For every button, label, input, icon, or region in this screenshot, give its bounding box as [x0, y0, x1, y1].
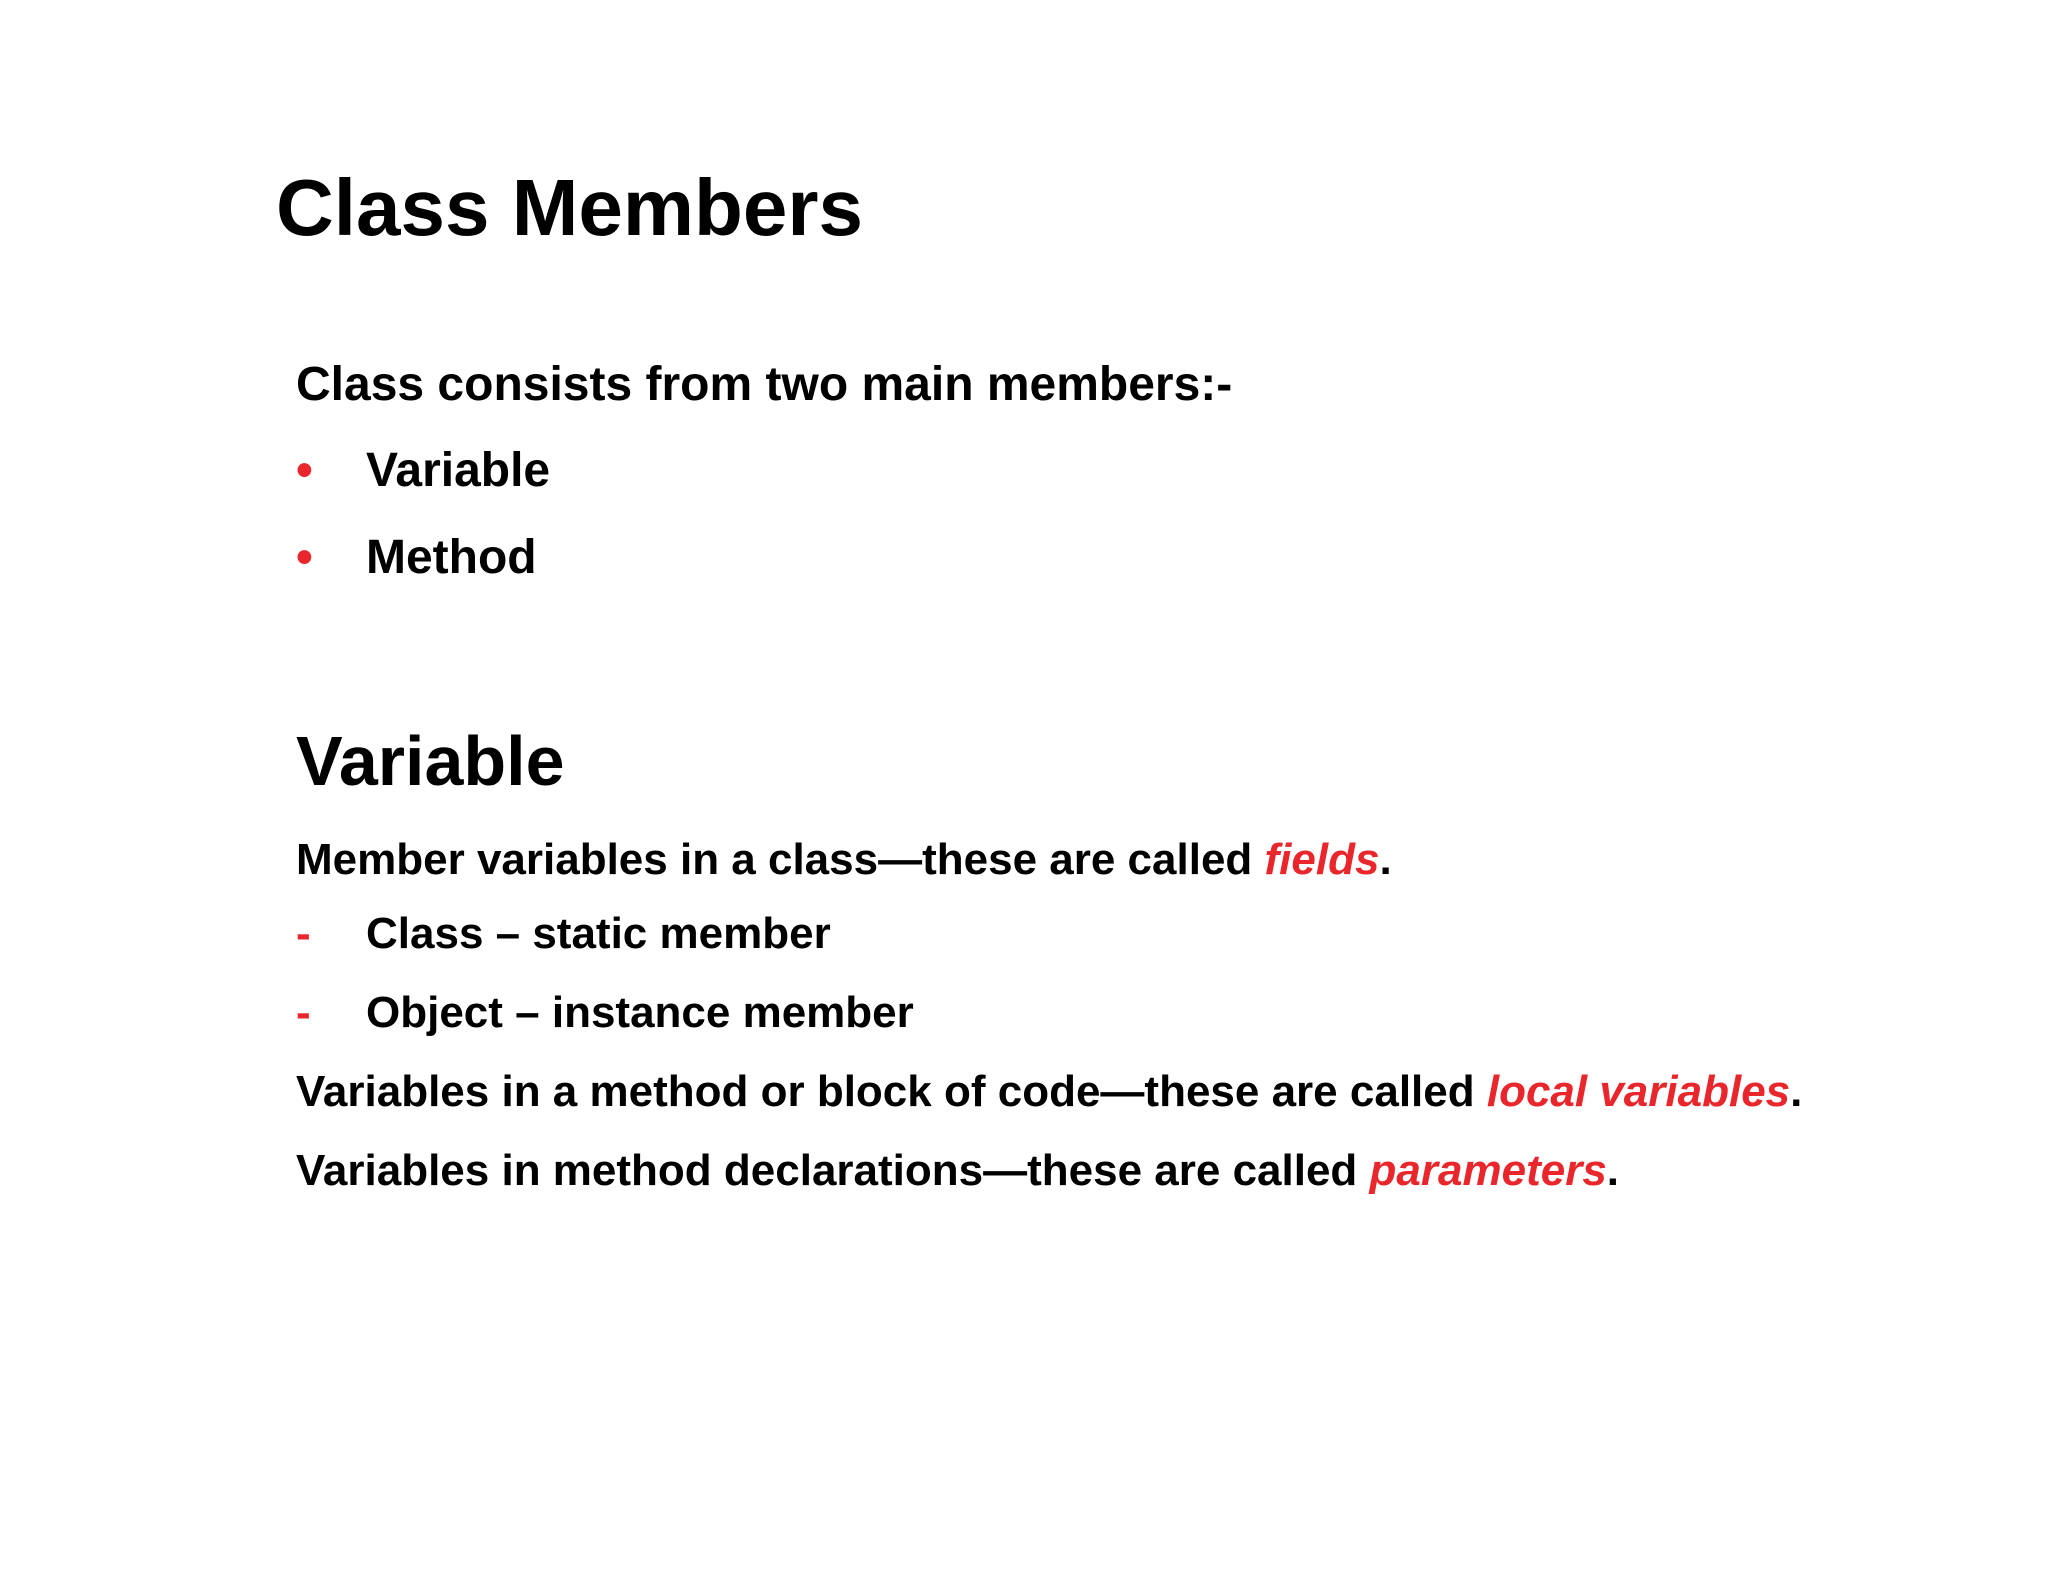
slide-title: Class Members: [276, 163, 863, 252]
section-title: Variable: [296, 722, 565, 800]
local-variables-line: [296, 1064, 1802, 1120]
parameters-line: [296, 1143, 1619, 1199]
param-line-suffix: .: [1606, 1146, 1620, 1195]
fields-line-prefix: Member variables in a class—these are called: [296, 835, 1265, 884]
fields-line: [296, 832, 1392, 888]
list-item-label: Object – instance member: [366, 988, 914, 1037]
list-item: [296, 442, 550, 529]
fields-line-suffix: .: [1379, 835, 1392, 884]
list-item-label: Class – static member: [366, 909, 831, 958]
parameters-term: parameters: [1369, 1146, 1607, 1195]
bullet-marker: •: [296, 531, 313, 584]
local-variables-term: local variables: [1486, 1067, 1791, 1116]
list-item-label: Method: [366, 531, 537, 584]
bullet-marker: •: [296, 444, 313, 497]
list-item: [296, 529, 550, 616]
intro-text: Class consists from two main members:-: [296, 358, 1233, 411]
members-list: [296, 442, 550, 616]
list-item: [296, 906, 914, 985]
list-item-label: Variable: [366, 444, 551, 497]
dash-marker: -: [296, 988, 311, 1037]
list-item: [296, 985, 914, 1064]
dash-marker: -: [296, 909, 311, 958]
field-kinds-list: [296, 906, 914, 1064]
fields-term: fields: [1264, 835, 1380, 884]
local-line-prefix: Variables in a method or block of code—these are called: [296, 1067, 1487, 1116]
param-line-prefix: Variables in method declarations—these are called: [296, 1146, 1370, 1195]
local-line-suffix: .: [1790, 1067, 1803, 1116]
